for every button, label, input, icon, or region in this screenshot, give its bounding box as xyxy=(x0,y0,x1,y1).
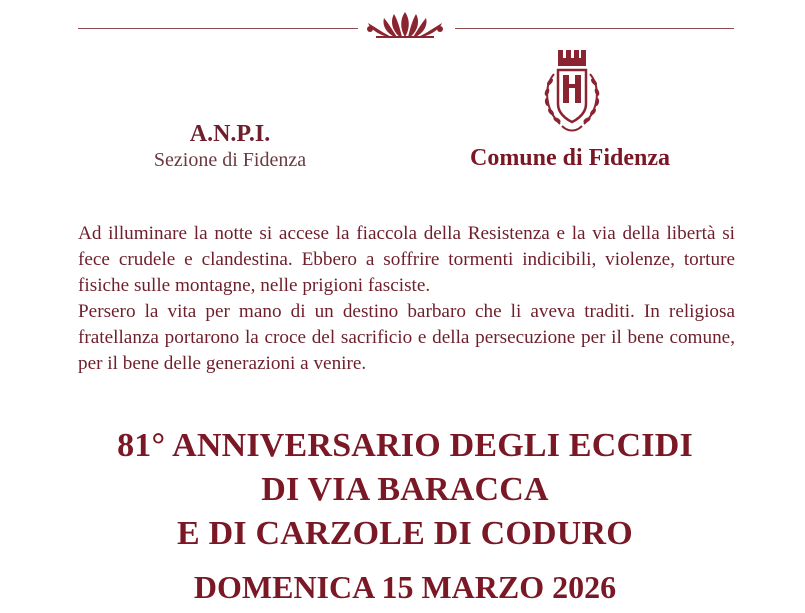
anpi-block xyxy=(130,120,330,172)
paragraph-1: Ad illuminare la notte si accese la fiaccola della Resistenza e la via della libertà si fece crudele e clandestina. Ebbero a soffrire tormenti indicibili, violenze, torture fisiche sulle montagne, nelle prigioni fasciste. xyxy=(78,223,735,296)
anpi-section: Sezione di Fidenza xyxy=(153,149,307,171)
anpi-name: A.N.P.I. xyxy=(189,121,271,147)
body-text xyxy=(78,221,735,377)
comune-name: Comune di Fidenza xyxy=(469,145,670,171)
headline-line-2: DI VIA BARACCA xyxy=(261,471,549,508)
top-divider-right xyxy=(455,28,734,29)
event-date: DOMENICA 15 MARZO 2026 xyxy=(193,569,617,605)
coat-of-arms-icon xyxy=(536,44,608,140)
headline-line-1: 81° ANNIVERSARIO DEGLI ECCIDI xyxy=(117,427,693,464)
top-divider-left xyxy=(78,28,358,29)
paragraph-2: Persero la vita per mano di un destino barbaro che li aveva traditi. In religiosa fratellanza portarono la croce del sacrificio e della persecuzione per il bene comune, per il bene delle generazioni a venire. xyxy=(78,301,735,374)
anniversary-headline xyxy=(60,424,750,556)
headline-line-3: E DI CARZOLE DI CODURO xyxy=(177,515,633,552)
scroll-ornament-icon xyxy=(362,7,448,39)
